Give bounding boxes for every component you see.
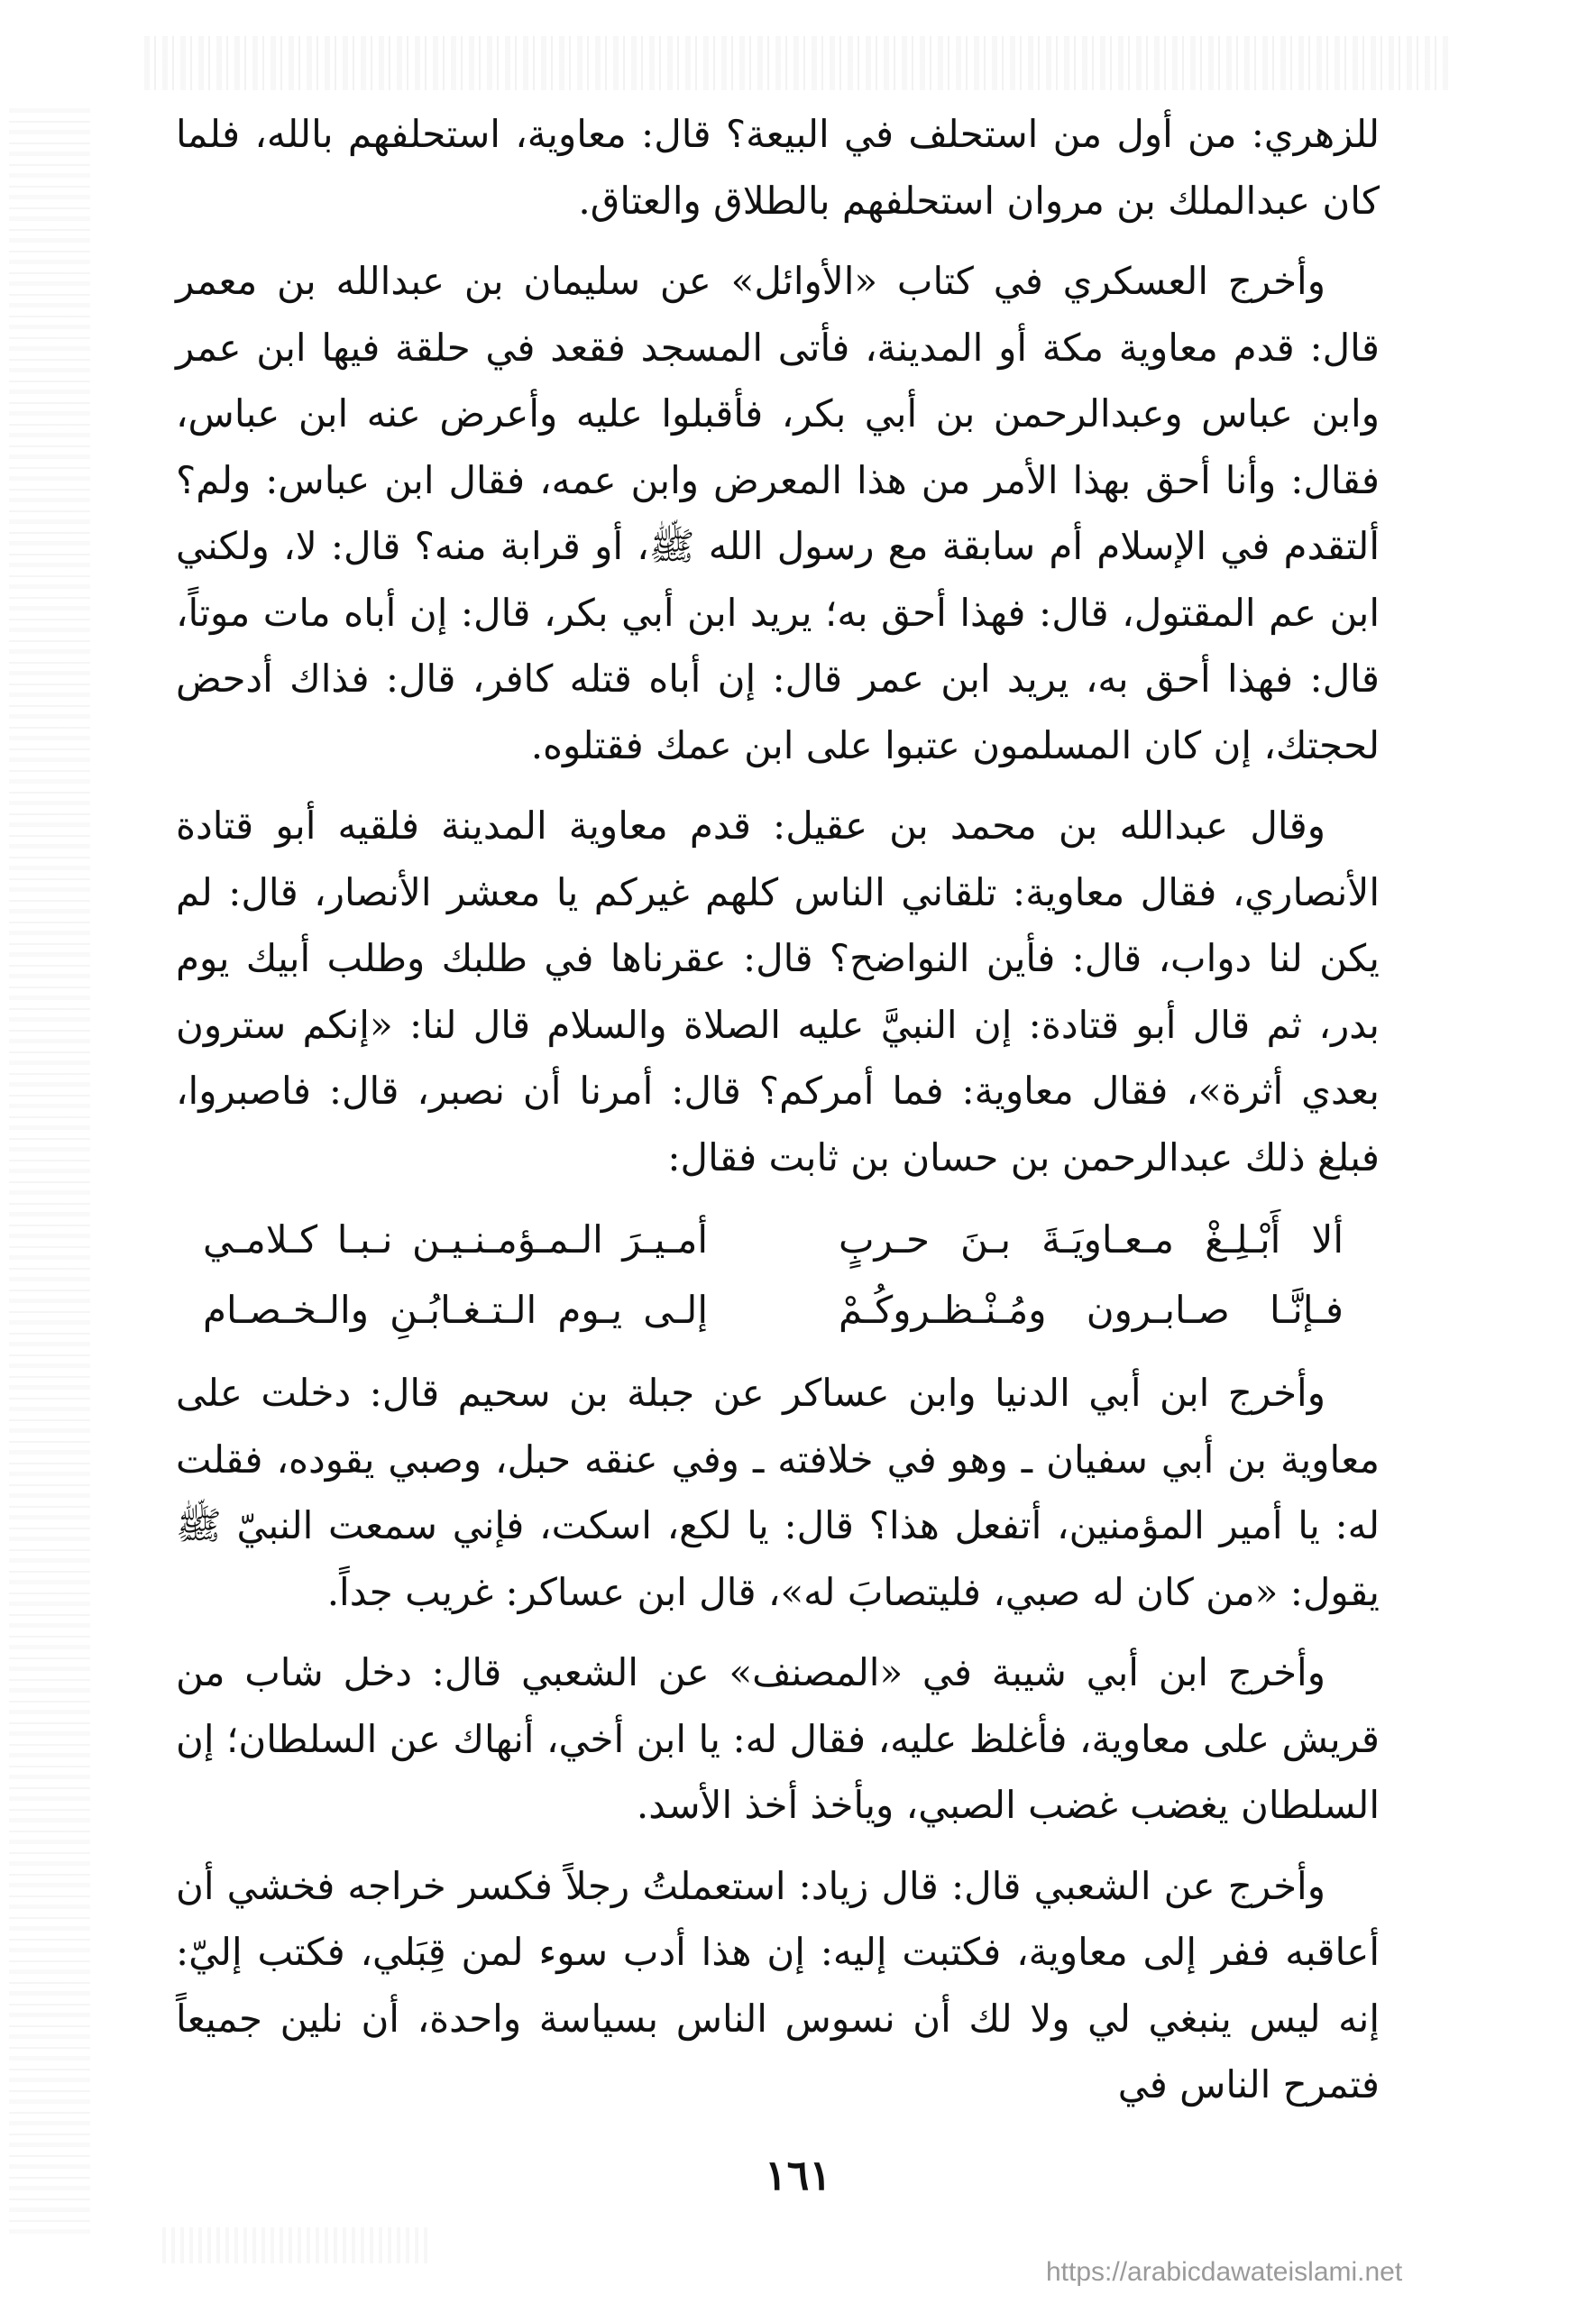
page-body xyxy=(176,101,1380,2139)
scan-noise-bottom xyxy=(162,2227,433,2263)
paragraph: وأخرج ابن أبي شيبة في «المصنف» عن الشعبي قال: دخل شاب من قريش على معاوية، فأغلظ عليه، فقال له: يا ابن أخي، أنهاك عن السلطان؛ إن السلطان يغضب غضب الصبي، ويأخذ أخذ الأسد. xyxy=(176,1650,1380,1827)
verse-first-hemistich: ألا أَبْـلِـغْ مـعـاويَـةَ بـنَ حـربٍ xyxy=(839,1217,1344,1262)
paragraph: وأخرج عن الشعبي قال: قال زياد: استعملتُ رجلاً فكسر خراجه فخشي أن أعاقبه ففر إلى معاوية، فكتبت إليه: إن هذا أدب سوء لمن قِبَلي، فكتب إليّ: إنه ليس ينبغي لي ولا لك أن نسوس الناس بسياسة واحدة، أن نلين جميعاً فتمرح الناس في xyxy=(176,1863,1380,2106)
paragraph: للزهري: من أول من استحلف في البيعة؟ قال: معاوية، استحلفهم بالله، فلما كان عبدالملك بن مروان استحلفهم بالطلاق والعتاق. xyxy=(176,112,1380,223)
verse-second-hemistich: أمـيـرَ الـمـؤمـنـيـن نـبـا كـلامـي xyxy=(203,1217,708,1262)
verse-second-hemistich: إلـى يـوم الـتـغـابُـنِ والـخـصـام xyxy=(203,1288,708,1332)
page-number: ١٦١ xyxy=(764,2151,832,2199)
verse-first-hemistich: فـإنَّـا صـابـرون ومُـنْـظـروكُـمْ xyxy=(839,1288,1344,1332)
paragraph: وقال عبدالله بن محمد بن عقيل: قدم معاوية المدينة فلقيه أبو قتادة الأنصاري، فقال معاوية: تلقاني الناس كلهم غيركم يا معشر الأنصار، قال: لم يكن لنا دواب، قال: فأين النواضح؟ قال: عقرناها في طلبك وطلب أبيك يوم بدر، ثم قال أبو قتادة: إن النبيَّ عليه الصلاة والسلام قال لنا: «إنكم سترون بعدي أثرة»، فقال معاوية: فما أمركم؟ قال: أمرنا أن نصبر، قال: فاصبروا، فبلغ ذلك عبدالرحمن بن حسان بن ثابت فقال: xyxy=(176,803,1380,1179)
scan-noise-top xyxy=(144,36,1452,90)
poem xyxy=(176,1205,1380,1345)
paragraph: وأخرج ابن أبي الدنيا وابن عساكر عن جبلة بن سحيم قال: دخلت على معاوية بن أبي سفيان ـ وهو في خلافته ـ وفي عنقه حبل، وصبي يقوده، فقلت له: يا أمير المؤمنين، أتفعل هذا؟ قال: يا لكع، اسكت، فإني سمعت النبيّ ﷺ يقول: «من كان له صبي، فليتصابَ له»، قال ابن عساكر: غريب جداً. xyxy=(176,1371,1380,1614)
poem-verse xyxy=(176,1275,1380,1345)
poem-verse xyxy=(176,1205,1380,1275)
scan-noise-left xyxy=(9,108,90,2236)
watermark-url: https://arabicdawateislami.net xyxy=(1046,2257,1403,2287)
paragraph: وأخرج العسكري في كتاب «الأوائل» عن سليمان بن عبدالله بن معمر قال: قدم معاوية مكة أو المدينة، فأتى المسجد فقعد في حلقة فيها ابن عمر وابن عباس وعبدالرحمن بن أبي بكر، فأقبلوا عليه وأعرض عنه ابن عباس، فقال: وأنا أحق بهذا الأمر من هذا المعرض وابن عمه، فقال ابن عباس: ولم؟ ألتقدم في الإسلام أم سابقة مع رسول الله ﷺ، أو قرابة منه؟ قال: لا، ولكني ابن عم المقتول، قال: فهذا أحق به؛ يريد ابن أبي بكر، قال: إن أباه مات موتاً، قال: فهذا أحق به، يريد ابن عمر قال: إن أباه قتله كافر، قال: فذاك أدحض لحجتك، إن كان المسلمون عتبوا على ابن عمك فقتلوه. xyxy=(176,259,1380,767)
